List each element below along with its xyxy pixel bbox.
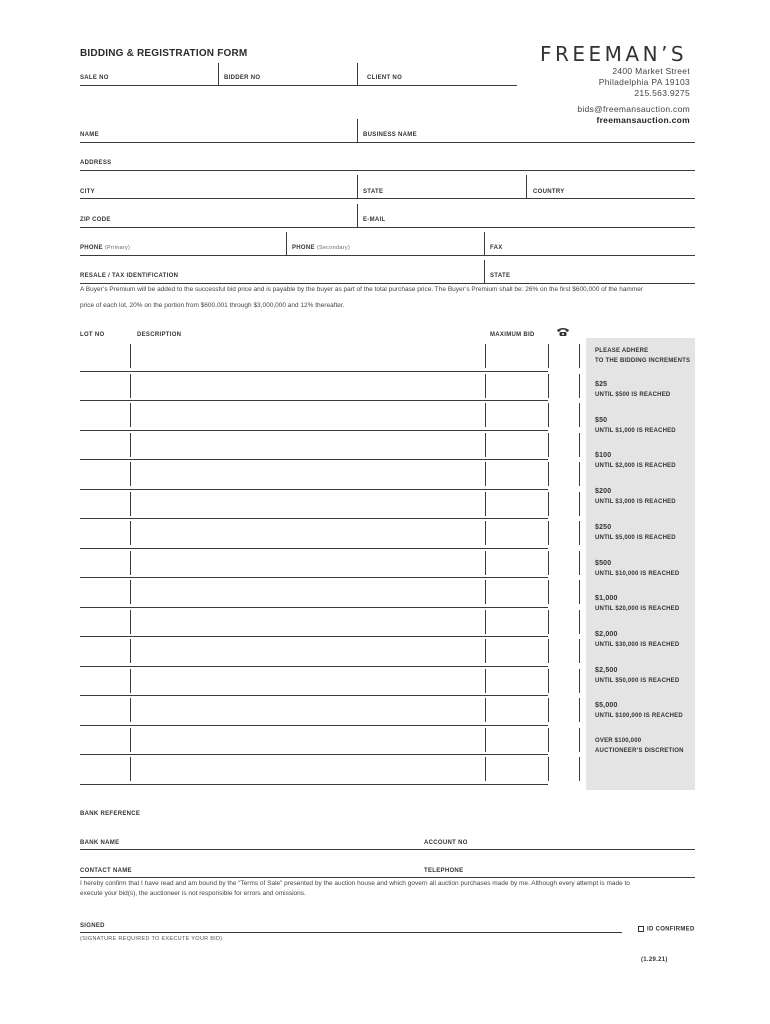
divider bbox=[218, 63, 219, 85]
divider bbox=[357, 119, 358, 142]
address-label: ADDRESS bbox=[80, 160, 112, 166]
form-version: (1.29.21) bbox=[641, 957, 668, 963]
cell-divider bbox=[548, 433, 549, 457]
cell-divider bbox=[485, 551, 486, 575]
name-label: NAME bbox=[80, 132, 99, 138]
cell-divider bbox=[579, 403, 580, 427]
cell-divider bbox=[485, 728, 486, 752]
cell-divider bbox=[130, 492, 131, 516]
cell-divider bbox=[548, 728, 549, 752]
table-row[interactable] bbox=[80, 460, 580, 490]
table-row[interactable] bbox=[80, 696, 580, 726]
cell-divider bbox=[579, 580, 580, 604]
divider bbox=[357, 63, 358, 85]
fax-label: FAX bbox=[490, 245, 503, 251]
telephone-icon bbox=[556, 327, 570, 337]
cell-divider bbox=[485, 698, 486, 722]
cell-divider bbox=[548, 610, 549, 634]
signature-line[interactable] bbox=[80, 932, 622, 933]
cell-divider bbox=[130, 669, 131, 693]
cell-divider bbox=[485, 669, 486, 693]
cell-divider bbox=[130, 610, 131, 634]
terms-confirmation-text: I hereby confirm that I have read and am bound by the “Terms of Sale” presented by the auction house and which govern all auction purchases made by me. Although every attempt is made to execute your bid(s), the auctioneer is not responsible for errors and omissions. bbox=[80, 880, 630, 897]
cell-divider bbox=[579, 669, 580, 693]
city-line[interactable] bbox=[80, 198, 695, 199]
cell-divider bbox=[548, 462, 549, 486]
cell-divider bbox=[485, 344, 486, 368]
table-row[interactable] bbox=[80, 519, 580, 549]
client-no-label: CLIENT NO bbox=[367, 75, 403, 81]
table-row[interactable] bbox=[80, 608, 580, 638]
bidder-no-label: BIDDER NO bbox=[224, 75, 261, 81]
address-phone: 215.563.9275 bbox=[634, 88, 690, 98]
sale-row-line[interactable] bbox=[80, 85, 517, 86]
cell-divider bbox=[548, 403, 549, 427]
cell-divider bbox=[548, 374, 549, 398]
increment-item: $2,500 UNTIL $50,000 IS REACHED bbox=[595, 666, 680, 684]
cell-divider bbox=[130, 403, 131, 427]
bidding-increments-panel bbox=[586, 338, 695, 790]
description-header: DESCRIPTION bbox=[137, 332, 182, 338]
cell-divider bbox=[485, 462, 486, 486]
increment-item: $250 UNTIL $5,000 IS REACHED bbox=[595, 523, 676, 541]
bank-line[interactable] bbox=[80, 849, 695, 850]
divider bbox=[484, 232, 485, 255]
cell-divider bbox=[130, 433, 131, 457]
cell-divider bbox=[579, 521, 580, 545]
country-label: COUNTRY bbox=[533, 189, 565, 195]
table-row[interactable] bbox=[80, 401, 580, 431]
cell-divider bbox=[130, 757, 131, 781]
email-label: E-MAIL bbox=[363, 217, 386, 223]
cell-divider bbox=[579, 551, 580, 575]
business-name-label: BUSINESS NAME bbox=[363, 132, 417, 138]
increment-item: $5,000 UNTIL $100,000 IS REACHED bbox=[595, 702, 683, 720]
signed-label: SIGNED bbox=[80, 923, 105, 929]
table-row[interactable] bbox=[80, 342, 580, 372]
cell-divider bbox=[130, 344, 131, 368]
phone-primary-label: PHONE (Primary) bbox=[80, 245, 131, 251]
sale-no-label: SALE NO bbox=[80, 75, 109, 81]
row-line bbox=[80, 784, 548, 785]
cell-divider bbox=[130, 551, 131, 575]
cell-divider bbox=[548, 551, 549, 575]
resale-tax-label: RESALE / TAX IDENTIFICATION bbox=[80, 273, 179, 279]
cell-divider bbox=[130, 728, 131, 752]
cell-divider bbox=[579, 374, 580, 398]
cell-divider bbox=[485, 403, 486, 427]
divider bbox=[357, 175, 358, 198]
cell-divider bbox=[485, 757, 486, 781]
cell-divider bbox=[579, 639, 580, 663]
cell-divider bbox=[485, 580, 486, 604]
table-row[interactable] bbox=[80, 578, 580, 608]
cell-divider bbox=[579, 433, 580, 457]
table-row[interactable] bbox=[80, 431, 580, 461]
cell-divider bbox=[579, 492, 580, 516]
cell-divider bbox=[130, 698, 131, 722]
cell-divider bbox=[579, 757, 580, 781]
contact-name-label: CONTACT NAME bbox=[80, 868, 132, 874]
form-title: BIDDING & REGISTRATION FORM bbox=[80, 48, 248, 59]
phone-secondary-label: PHONE (Secondary) bbox=[292, 245, 351, 251]
divider bbox=[286, 232, 287, 255]
max-bid-header: MAXIMUM BID bbox=[490, 332, 535, 338]
divider bbox=[357, 204, 358, 227]
telephone-label: TELEPHONE bbox=[424, 868, 464, 874]
cell-divider bbox=[485, 639, 486, 663]
cell-divider bbox=[485, 433, 486, 457]
cell-divider bbox=[548, 492, 549, 516]
phone-line[interactable] bbox=[80, 255, 695, 256]
id-confirmed[interactable]: ID CONFIRMED bbox=[638, 926, 695, 933]
cell-divider bbox=[548, 580, 549, 604]
account-no-label: ACCOUNT NO bbox=[424, 840, 468, 846]
cell-divider bbox=[548, 757, 549, 781]
cell-divider bbox=[548, 669, 549, 693]
divider bbox=[526, 175, 527, 198]
state-label: STATE bbox=[363, 189, 384, 195]
increment-item: $1,000 UNTIL $20,000 IS REACHED bbox=[595, 595, 680, 613]
table-row[interactable] bbox=[80, 667, 580, 697]
cell-divider bbox=[485, 492, 486, 516]
table-row[interactable] bbox=[80, 490, 580, 520]
freemans-logo: FREEMAN’S bbox=[540, 42, 688, 66]
zip-code-label: ZIP CODE bbox=[80, 217, 111, 223]
zip-line[interactable] bbox=[80, 227, 695, 228]
name-line[interactable] bbox=[80, 142, 695, 143]
cell-divider bbox=[485, 374, 486, 398]
website-link[interactable]: freemansauction.com bbox=[596, 115, 690, 125]
table-row[interactable] bbox=[80, 372, 580, 402]
signature-note: (SIGNATURE REQUIRED TO EXECUTE YOUR BID) bbox=[80, 936, 223, 942]
resale-state-label: STATE bbox=[490, 273, 511, 279]
divider bbox=[484, 260, 485, 283]
id-confirmed-checkbox[interactable] bbox=[638, 926, 644, 932]
table-row[interactable] bbox=[80, 755, 580, 785]
cell-divider bbox=[579, 728, 580, 752]
cell-divider bbox=[579, 462, 580, 486]
bank-name-label: BANK NAME bbox=[80, 840, 120, 846]
cell-divider bbox=[579, 610, 580, 634]
lot-no-header: LOT NO bbox=[80, 332, 105, 338]
cell-divider bbox=[579, 344, 580, 368]
bank-reference-heading: BANK REFERENCE bbox=[80, 811, 141, 817]
cell-divider bbox=[130, 521, 131, 545]
contact-line[interactable] bbox=[80, 877, 695, 878]
cell-divider bbox=[130, 639, 131, 663]
increment-item: $100 UNTIL $2,000 IS REACHED bbox=[595, 452, 676, 470]
cell-divider bbox=[485, 610, 486, 634]
cell-divider bbox=[548, 639, 549, 663]
cell-divider bbox=[548, 344, 549, 368]
address-line2: Philadelphia PA 19103 bbox=[598, 77, 690, 87]
increment-item: $2,000 UNTIL $30,000 IS REACHED bbox=[595, 630, 680, 648]
increment-item: $200 UNTIL $3,000 IS REACHED bbox=[595, 488, 676, 506]
increment-final: OVER $100,000 AUCTIONEER’S DISCRETION bbox=[595, 738, 684, 754]
address-line[interactable] bbox=[80, 170, 695, 171]
table-row[interactable] bbox=[80, 637, 580, 667]
table-row[interactable] bbox=[80, 549, 580, 579]
buyers-premium-text: A Buyer’s Premium will be added to the successful bid price and is payable by the buyer as part of the total purchase price. The Buyer’s Premium shall be: 26% on the first $600,000 of the hammer price of each lot, 20% on the portion from $600,001 through $3,000,000 and 12% thereafter. bbox=[80, 286, 644, 309]
cell-divider bbox=[130, 580, 131, 604]
increments-heading: PLEASE ADHERE TO THE BIDDING INCREMENTS bbox=[595, 348, 691, 364]
cell-divider bbox=[130, 374, 131, 398]
cell-divider bbox=[548, 521, 549, 545]
contact-email[interactable]: bids@freemansauction.com bbox=[577, 104, 690, 114]
table-row[interactable] bbox=[80, 726, 580, 756]
address-block bbox=[577, 66, 690, 126]
cell-divider bbox=[130, 462, 131, 486]
cell-divider bbox=[485, 521, 486, 545]
address-line1: 2400 Market Street bbox=[612, 66, 690, 76]
increment-item: $50 UNTIL $1,000 IS REACHED bbox=[595, 416, 676, 434]
city-label: CITY bbox=[80, 189, 95, 195]
increment-item: $25 UNTIL $500 IS REACHED bbox=[595, 381, 671, 398]
cell-divider bbox=[548, 698, 549, 722]
increment-item: $500 UNTIL $10,000 IS REACHED bbox=[595, 559, 680, 577]
cell-divider bbox=[579, 698, 580, 722]
